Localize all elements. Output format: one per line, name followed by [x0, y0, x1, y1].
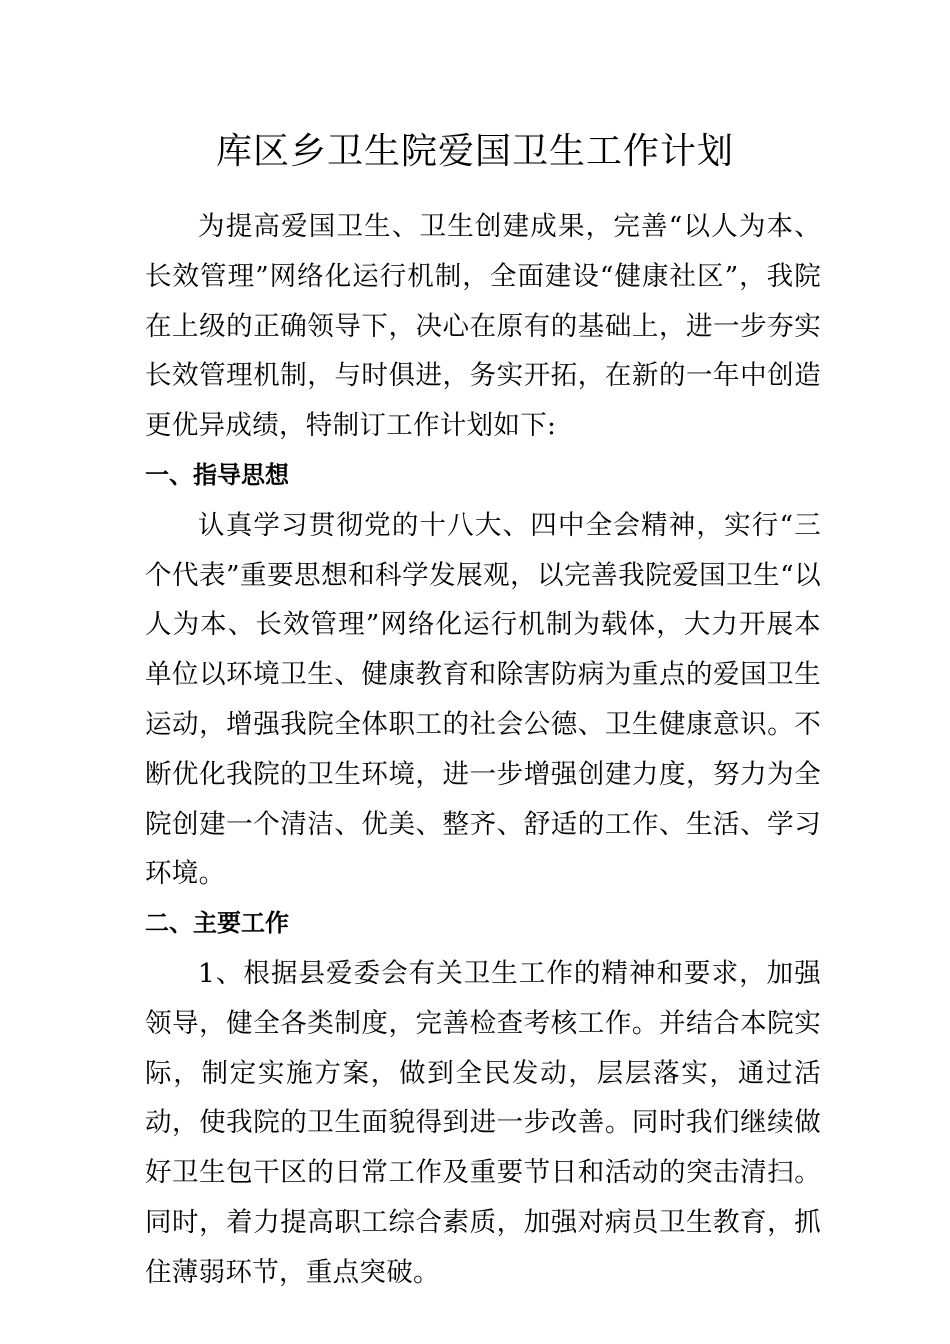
document-body	[145, 202, 821, 1298]
guiding-thought-paragraph: 认真学习贯彻党的十八大、四中全会精神，实行“三个代表”重要思想和科学发展观，以完善我院爱国卫生“以人为本、长效管理”网络化运行机制为载体，大力开展本单位以环境卫生、健康教育和除害防病为重点的爱国卫生运动，增强我院全体职工的社会公德、卫生健康意识。不断优化我院的卫生环境，进一步增强创建力度，努力为全院创建一个清洁、优美、整齐、舒适的工作、生活、学习环境。	[145, 509, 821, 890]
main-work-paragraph: 1、根据县爱委会有关卫生工作的精神和要求，加强领导，健全各类制度，完善检查考核工作。并结合本院实际，制定实施方案，做到全民发动，层层落实，通过活动，使我院的卫生面貌得到进一步改善。同时我们继续做好卫生包干区的日常工作及重要节日和活动的突击清扫。同时，着力提高职工综合素质，加强对病员卫生教育，抓住薄弱环节，重点突破。	[145, 957, 821, 1288]
section-heading-main-work: 二、主要工作	[145, 909, 289, 938]
document-title: 库区乡卫生院爱国卫生工作计划	[215, 131, 734, 172]
intro-paragraph: 为提高爱国卫生、卫生创建成果，完善“以人为本、长效管理”网络化运行机制，全面建设“健康社区”，我院在上级的正确领导下，决心在原有的基础上，进一步夯实长效管理机制，与时俱进，务实开拓，在新的一年中创造更优异成绩，特制订工作计划如下:	[145, 211, 821, 442]
section-heading-guiding-thought: 一、指导思想	[145, 460, 289, 489]
